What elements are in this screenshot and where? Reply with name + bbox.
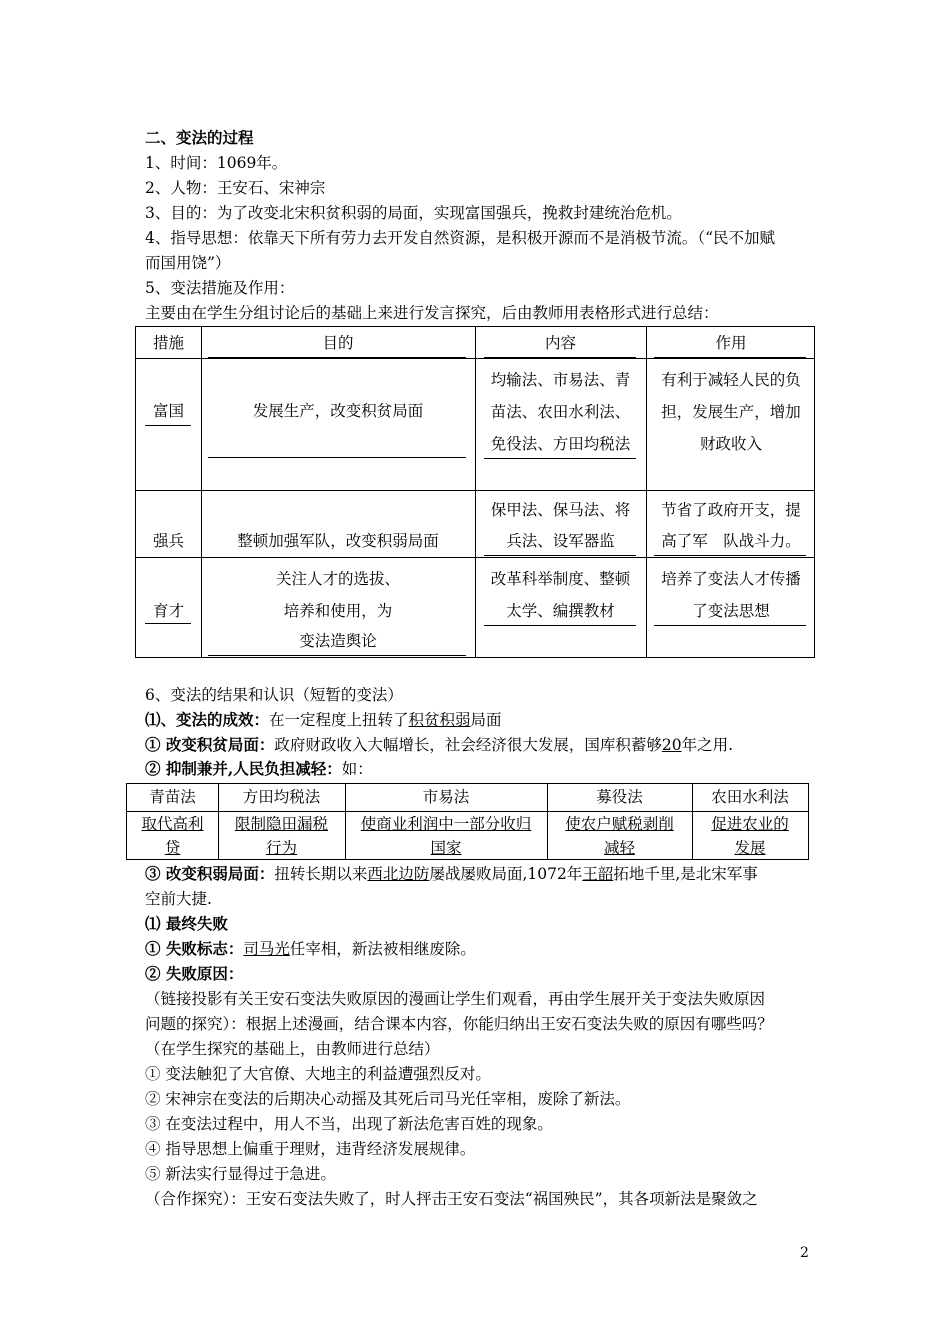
cooperative-inquiry-line: （合作探究）：王安石变法失败了，时人抨击王安石变法“祸国殃民”，其各项新法是聚敛之 <box>145 1190 758 1208</box>
header-measure: 措施 <box>152 334 184 352</box>
t2-effect-5b: 发展 <box>734 839 766 857</box>
row3-purpose-2: 培养和使用，为 <box>283 602 393 620</box>
t2-effect-3b: 国家 <box>430 839 462 857</box>
row2-content-2: 兵法、设军器监 <box>506 532 615 550</box>
header-purpose: 目的 <box>322 334 354 352</box>
point3-line: ③ 改变积弱局面：扭转长期以来西北边防屡战屡败局面,1072年王韶拓地千里,是北宋军事 <box>145 864 758 883</box>
failure-sign-line: ① 失败标志：司马光任宰相，新法被相继废除。 <box>145 939 476 958</box>
failure-title: ⑴ 最终失败 <box>145 914 228 933</box>
t2-effect-2b: 行为 <box>265 839 297 857</box>
line-purpose: 3、目的：为了改变北宋积贫积弱的局面，实现富国强兵，挽救封建统治危机。 <box>145 204 682 222</box>
t2-header-4: 募役法 <box>596 788 643 806</box>
failure-para-c: （在学生探究的基础上，由教师进行总结） <box>145 1040 440 1058</box>
line-guide-a: 4、指导思想：依靠天下所有劳力去开发自然资源，是积极开源而不是消极节流。（“民不加赋 <box>145 229 776 247</box>
t2-effect-2a: 限制隐田漏税 <box>234 815 328 833</box>
success-line: ⑴、变法的成效：在一定程度上扭转了积贫积弱局面 <box>145 710 502 729</box>
row3-purpose-1: 关注人才的选拔、 <box>275 570 400 588</box>
line-guide-b: 而国用饶”） <box>145 254 231 272</box>
row3-measure: 育才 <box>152 602 184 620</box>
failure-para-b: 问题的探究）：根据上述漫画，结合课本内容，你能归纳出王安石变法失败的原因有哪些吗？ <box>145 1015 773 1033</box>
results-title: 6、变法的结果和认识（短暂的变法） <box>145 686 403 704</box>
row1-effect-2: 担，发展生产，增加 <box>661 403 801 421</box>
row3-content-1: 改革科举制度、整顿 <box>490 570 631 588</box>
reason-1: ① 变法触犯了大官僚、大地主的利益遭强烈反对。 <box>145 1065 491 1083</box>
reason-3: ③ 在变法过程中，用人不当，出现了新法危害百姓的现象。 <box>145 1115 553 1133</box>
reason-2: ② 宋神宗在变法的后期决心动摇及其死后司马光任宰相，废除了新法。 <box>145 1090 631 1108</box>
t2-effect-3a: 使商业利润中一部分收归 <box>360 815 532 833</box>
t2-header-1: 青苗法 <box>149 788 196 806</box>
point2-line: ② 抑制兼并,人民负担减轻：如： <box>145 759 373 778</box>
row2-purpose: 整顿加强军队，改变积弱局面 <box>237 532 439 550</box>
row2-measure: 强兵 <box>152 532 184 550</box>
t2-effect-5a: 促进农业的 <box>711 815 789 833</box>
t2-header-3: 市易法 <box>422 788 470 806</box>
t2-effect-1b: 贷 <box>164 839 181 857</box>
row3-effect-1: 培养了变法人才传播 <box>661 570 801 588</box>
t2-effect-4b: 减轻 <box>603 839 635 857</box>
t2-header-2: 方田均税法 <box>242 788 321 806</box>
point1-line: ① 改变积贫局面：政府财政收入大幅增长，社会经济很大发展，国库积蓄够20年之用. <box>145 735 734 754</box>
line-measures: 5、变法措施及作用： <box>145 279 295 297</box>
t2-effect-4a: 使农户赋税剥削 <box>565 815 674 833</box>
measures-table <box>135 326 815 658</box>
reforms-effects-table <box>126 783 809 860</box>
page-number: 2 <box>800 1245 809 1261</box>
line-time: 1、时间：1069年。 <box>145 154 288 172</box>
reason-4: ④ 指导思想上偏重于理财，违背经济发展规律。 <box>145 1140 476 1158</box>
row2-effect-1: 节省了政府开支，提 <box>661 501 801 519</box>
row1-content-2: 苗法、农田水利法、 <box>490 403 631 421</box>
row3-effect-2: 了变法思想 <box>692 602 770 620</box>
row2-content-1: 保甲法、保马法、将 <box>490 501 631 519</box>
row1-purpose: 发展生产，改变积贫局面 <box>252 402 424 420</box>
reason-5: ⑤ 新法实行显得过于急进。 <box>145 1165 336 1183</box>
header-effect: 作用 <box>715 334 747 352</box>
point3-line2: 空前大捷. <box>145 890 212 908</box>
row1-content-3: 免役法、方田均税法 <box>490 435 631 453</box>
failure-para-a: （链接投影有关王安石变法失败原因的漫画让学生们观看，再由学生展开关于变法失败原因 <box>145 990 766 1008</box>
section-title: 二、变法的过程 <box>145 128 254 147</box>
line-intro: 主要由在学生分组讨论后的基础上来进行发言探究，后由教师用表格形式进行总结： <box>145 304 719 322</box>
row1-effect-1: 有利于减轻人民的负 <box>661 371 801 389</box>
t2-header-5: 农田水利法 <box>711 788 789 806</box>
row1-effect-3: 财政收入 <box>699 435 762 453</box>
row1-content-1: 均输法、市易法、青 <box>490 371 631 389</box>
row3-content-2: 太学、编撰教材 <box>506 602 615 620</box>
row2-effect-2: 高了军 队战斗力。 <box>661 532 801 550</box>
t2-effect-1a: 取代高利 <box>141 815 204 833</box>
row1-measure: 富国 <box>152 402 184 420</box>
failure-reason-label: ② 失败原因： <box>145 964 244 983</box>
header-content: 内容 <box>544 334 576 352</box>
line-people: 2、人物：王安石、宋神宗 <box>145 179 326 197</box>
row3-purpose-3: 变法造舆论 <box>299 632 377 650</box>
